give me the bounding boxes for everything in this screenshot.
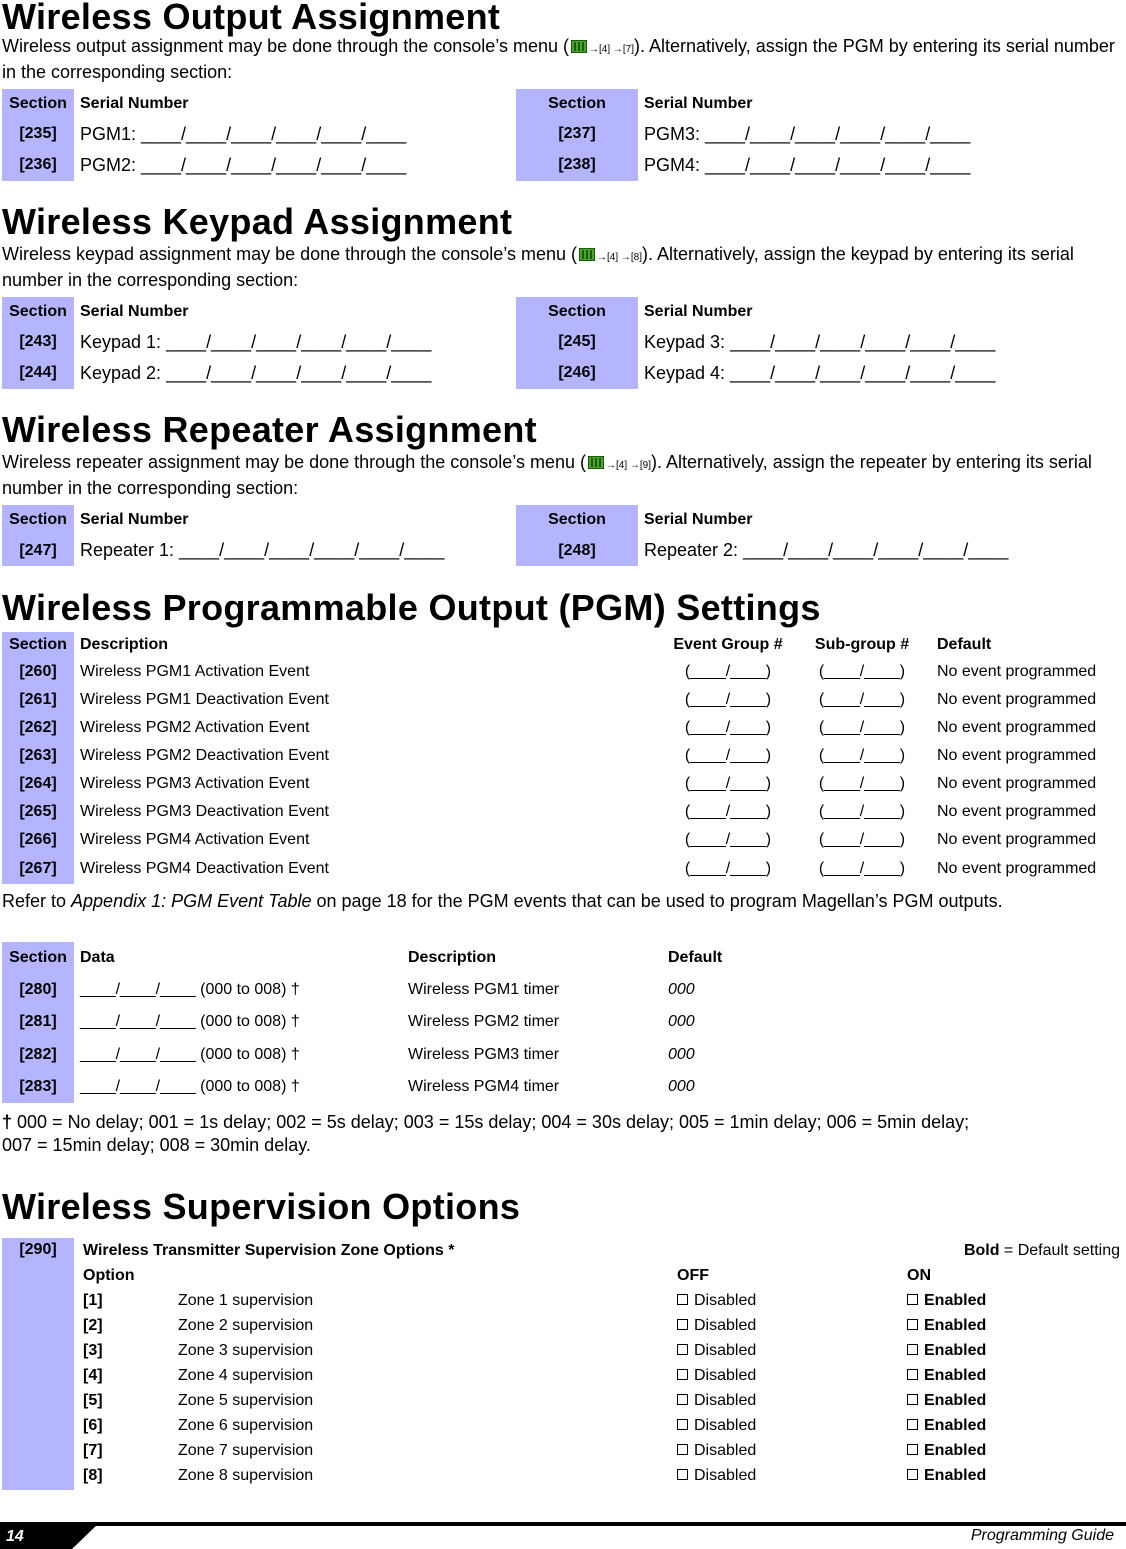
supervision-section xyxy=(2,1238,74,1490)
section-number: [244] xyxy=(2,357,74,389)
option-label: Zone 3 supervision xyxy=(178,1342,314,1359)
serial-field: Keypad 1: ____/____/____/____/____/____ xyxy=(80,331,432,352)
on-option[interactable] xyxy=(907,1417,986,1435)
off-value: Disabled xyxy=(694,1417,757,1434)
sub-group-field: (____/____) xyxy=(818,831,906,848)
checkbox-icon[interactable] xyxy=(907,1394,918,1405)
description-header: Description xyxy=(80,636,169,653)
pgm-description: Wireless PGM3 Deactivation Event xyxy=(80,803,329,820)
option-key: [6] xyxy=(83,1417,103,1434)
refer-text: Refer to xyxy=(2,891,72,911)
section-number: [281] xyxy=(2,1006,74,1038)
off-option[interactable] xyxy=(677,1467,756,1485)
section-number: [243] xyxy=(2,327,74,357)
off-option[interactable] xyxy=(677,1392,756,1410)
pgm-description: Wireless PGM4 Deactivation Event xyxy=(80,860,329,877)
sub-group-field: (____/____) xyxy=(818,775,906,792)
intro-text: Wireless keypad assignment may be done through the console’s menu ( xyxy=(2,244,577,264)
on-value: Enabled xyxy=(924,1292,987,1309)
default-header: Default xyxy=(668,949,723,966)
supervision-heading: Wireless Transmitter Supervision Zone Options * xyxy=(83,1242,455,1259)
checkbox-icon[interactable] xyxy=(677,1444,688,1455)
section-number: [262] xyxy=(2,714,74,742)
off-value: Disabled xyxy=(694,1342,757,1359)
off-value: Disabled xyxy=(694,1442,757,1459)
option-label: Zone 1 supervision xyxy=(178,1292,314,1309)
option-key: [2] xyxy=(83,1317,103,1334)
menu-keys: →[4] →[7] xyxy=(588,44,634,55)
keypad-table xyxy=(2,297,995,389)
footer-rule xyxy=(0,1522,1126,1526)
option-header: Option xyxy=(83,1267,135,1284)
pgm-default: No event programmed xyxy=(937,860,1097,877)
repeater-table xyxy=(2,505,1008,566)
timer-table xyxy=(2,942,968,1103)
serial-field: Keypad 4: ____/____/____/____/____/____ xyxy=(644,362,996,383)
section-number: [267] xyxy=(2,854,74,884)
option-label: Zone 7 supervision xyxy=(178,1442,314,1459)
guide-title: Programming Guide xyxy=(970,1527,1114,1544)
section-header: Section xyxy=(2,297,74,327)
option-key: [8] xyxy=(83,1467,103,1484)
option-label: Zone 8 supervision xyxy=(178,1467,314,1484)
serial-field: Repeater 2: ____/____/____/____/____/____ xyxy=(644,540,1009,560)
checkbox-icon[interactable] xyxy=(907,1319,918,1330)
off-header: OFF xyxy=(677,1267,709,1284)
menu-keys: →[4] →[9] xyxy=(605,460,651,471)
appendix-link[interactable]: Appendix 1: PGM Event Table xyxy=(71,891,312,911)
pgm-description: Wireless PGM4 Activation Event xyxy=(80,831,310,848)
section-number: [238] xyxy=(516,149,638,181)
pgm-default: No event programmed xyxy=(937,719,1097,736)
option-key: [3] xyxy=(83,1342,103,1359)
on-option[interactable] xyxy=(907,1317,986,1335)
sub-group-field: (____/____) xyxy=(818,691,906,708)
option-label: Zone 4 supervision xyxy=(178,1367,314,1384)
output-table xyxy=(2,89,970,181)
section-number: [237] xyxy=(516,119,638,149)
off-option[interactable] xyxy=(677,1317,756,1335)
timer-description: Wireless PGM3 timer xyxy=(408,1045,560,1063)
event-group-field: (____/____) xyxy=(684,831,772,848)
pgm-refer-note xyxy=(2,890,1122,913)
section-number: [236] xyxy=(2,149,74,181)
timer-default: 000 xyxy=(668,1045,695,1063)
off-value: Disabled xyxy=(694,1317,757,1334)
sub-group-header: Sub-group # xyxy=(814,636,910,653)
section-number: [245] xyxy=(516,327,638,357)
pgm-description: Wireless PGM3 Activation Event xyxy=(80,775,310,792)
section-number: [260] xyxy=(2,658,74,686)
checkbox-icon[interactable] xyxy=(677,1469,688,1480)
checkbox-icon[interactable] xyxy=(677,1319,688,1330)
serial-header: Serial Number xyxy=(80,511,189,528)
off-option[interactable] xyxy=(677,1442,756,1460)
checkbox-icon[interactable] xyxy=(677,1369,688,1380)
sub-group-field: (____/____) xyxy=(818,747,906,764)
on-option[interactable] xyxy=(907,1467,986,1485)
option-key: [5] xyxy=(83,1392,103,1409)
menu-icon xyxy=(579,244,595,267)
checkbox-icon[interactable] xyxy=(677,1294,688,1305)
off-option[interactable] xyxy=(677,1417,756,1435)
off-value: Disabled xyxy=(694,1367,757,1384)
legend-bold: Bold xyxy=(963,1242,1000,1259)
timer-field: ____/____/____ (000 to 008) † xyxy=(80,981,300,998)
intro-text: ). Alternatively, assign the repeater by entering its serial number in the corresponding section: xyxy=(2,452,1092,498)
option-key: [1] xyxy=(83,1292,103,1309)
description-header: Description xyxy=(408,949,497,966)
note-text: 000 = No delay; 001 = 1s delay; 002 = 5s delay; 003 = 15s delay; 004 = 30s delay; 005 = 1min delay; 006 = 5min delay; xyxy=(12,1112,970,1132)
section-number: [290] xyxy=(19,1241,57,1258)
menu-icon xyxy=(588,452,604,475)
serial-field: Keypad 3: ____/____/____/____/____/____ xyxy=(644,331,996,352)
checkbox-icon[interactable] xyxy=(907,1294,918,1305)
timer-field: ____/____/____ (000 to 008) † xyxy=(80,1013,300,1030)
checkbox-icon[interactable] xyxy=(677,1394,688,1405)
timer-default: 000 xyxy=(668,1078,695,1095)
off-option[interactable] xyxy=(677,1342,756,1360)
off-value: Disabled xyxy=(694,1292,757,1309)
timer-field: ____/____/____ (000 to 008) † xyxy=(80,1078,300,1095)
serial-field: Keypad 2: ____/____/____/____/____/____ xyxy=(80,362,432,383)
note-text: 007 = 15min delay; 008 = 30min delay. xyxy=(2,1135,311,1155)
on-value: Enabled xyxy=(924,1392,987,1409)
section-number: [266] xyxy=(2,826,74,854)
serial-header: Serial Number xyxy=(644,303,753,320)
intro-text: Wireless repeater assignment may be done through the console’s menu ( xyxy=(2,452,586,472)
menu-icon xyxy=(571,36,587,59)
section-number: [246] xyxy=(516,357,638,389)
section-header: Section xyxy=(2,505,74,535)
event-group-field: (____/____) xyxy=(684,663,772,680)
pgm-title: Wireless Programmable Output (PGM) Settings xyxy=(2,587,821,628)
event-group-header: Event Group # xyxy=(673,636,783,653)
on-value: Enabled xyxy=(924,1367,987,1384)
on-value: Enabled xyxy=(924,1417,987,1434)
keypad-title: Wireless Keypad Assignment xyxy=(2,201,513,242)
off-option[interactable] xyxy=(677,1292,756,1310)
serial-header: Serial Number xyxy=(80,95,189,112)
section-number: [263] xyxy=(2,742,74,770)
on-option[interactable] xyxy=(907,1442,986,1460)
sub-group-field: (____/____) xyxy=(818,663,906,680)
serial-header: Serial Number xyxy=(80,303,189,320)
on-option[interactable] xyxy=(907,1392,986,1410)
off-option[interactable] xyxy=(677,1367,756,1385)
timer-description: Wireless PGM4 timer xyxy=(408,1078,560,1095)
repeater-intro xyxy=(2,451,1122,500)
on-option[interactable] xyxy=(907,1292,986,1310)
pgm-description: Wireless PGM1 Deactivation Event xyxy=(80,691,329,708)
timer-default: 000 xyxy=(668,1013,695,1030)
serial-field: Repeater 1: ____/____/____/____/____/____ xyxy=(80,540,445,560)
on-value: Enabled xyxy=(924,1442,987,1459)
checkbox-icon[interactable] xyxy=(907,1344,918,1355)
on-value: Enabled xyxy=(924,1467,987,1484)
off-value: Disabled xyxy=(694,1392,757,1409)
timer-note xyxy=(2,1111,1122,1157)
sub-group-field: (____/____) xyxy=(818,719,906,736)
timer-description: Wireless PGM1 timer xyxy=(408,981,560,998)
serial-field: PGM2: ____/____/____/____/____/____ xyxy=(80,154,407,175)
section-header: Section xyxy=(516,297,638,327)
sub-group-field: (____/____) xyxy=(818,860,906,877)
pgm-description: Wireless PGM2 Activation Event xyxy=(80,719,310,736)
checkbox-icon[interactable] xyxy=(907,1369,918,1380)
menu-keys: →[4] →[8] xyxy=(596,252,642,263)
checkbox-icon[interactable] xyxy=(677,1419,688,1430)
output-intro xyxy=(2,35,1122,84)
on-option[interactable] xyxy=(907,1342,986,1360)
on-value: Enabled xyxy=(924,1342,987,1359)
checkbox-icon[interactable] xyxy=(907,1444,918,1455)
supervision-title: Wireless Supervision Options xyxy=(2,1186,521,1227)
intro-text: ). Alternatively, assign the keypad by entering its serial number in the corresponding section: xyxy=(2,244,1074,290)
pgm-default: No event programmed xyxy=(937,663,1097,680)
option-label: Zone 6 supervision xyxy=(178,1417,314,1434)
on-option[interactable] xyxy=(907,1367,986,1385)
serial-field: PGM1: ____/____/____/____/____/____ xyxy=(80,123,407,144)
event-group-field: (____/____) xyxy=(684,860,772,877)
section-number: [282] xyxy=(2,1038,74,1071)
sub-group-field: (____/____) xyxy=(818,803,906,820)
checkbox-icon[interactable] xyxy=(907,1469,918,1480)
section-number: [248] xyxy=(516,535,638,566)
event-group-field: (____/____) xyxy=(684,747,772,764)
pgm-description: Wireless PGM1 Activation Event xyxy=(80,663,310,680)
pgm-default: No event programmed xyxy=(937,691,1097,708)
dagger-mark: † xyxy=(2,1112,13,1132)
default-header: Default xyxy=(937,636,992,653)
data-header: Data xyxy=(80,949,115,966)
section-number: [264] xyxy=(2,770,74,798)
section-header: Section xyxy=(516,505,638,535)
checkbox-icon[interactable] xyxy=(677,1344,688,1355)
timer-description: Wireless PGM2 timer xyxy=(408,1013,560,1030)
section-header: Section xyxy=(2,632,74,658)
pgm-description: Wireless PGM2 Deactivation Event xyxy=(80,747,329,764)
timer-default: 000 xyxy=(668,981,695,998)
intro-text: ). Alternatively, assign the PGM by entering its serial number in the corresponding section: xyxy=(2,36,1115,82)
serial-field: PGM3: ____/____/____/____/____/____ xyxy=(644,123,971,144)
repeater-title: Wireless Repeater Assignment xyxy=(2,409,537,450)
refer-text: on page 18 for the PGM events that can be used to program Magellan’s PGM outputs. xyxy=(311,891,1003,911)
serial-header: Serial Number xyxy=(644,511,753,528)
event-group-field: (____/____) xyxy=(684,691,772,708)
keypad-intro xyxy=(2,243,1122,292)
option-label: Zone 2 supervision xyxy=(178,1317,314,1334)
section-number: [283] xyxy=(2,1071,74,1103)
option-key: [4] xyxy=(83,1367,103,1384)
event-group-field: (____/____) xyxy=(684,719,772,736)
intro-text: Wireless output assignment may be done through the console’s menu ( xyxy=(2,36,569,56)
pgm-default: No event programmed xyxy=(937,775,1097,792)
output-title: Wireless Output Assignment xyxy=(2,0,501,37)
serial-header: Serial Number xyxy=(644,95,753,112)
timer-field: ____/____/____ (000 to 008) † xyxy=(80,1045,300,1063)
pgm-default: No event programmed xyxy=(937,803,1097,820)
pgm-table xyxy=(2,632,1096,884)
section-header: Section xyxy=(2,89,74,119)
section-number: [235] xyxy=(2,119,74,149)
section-number: [265] xyxy=(2,798,74,826)
pgm-default: No event programmed xyxy=(937,831,1097,848)
event-group-field: (____/____) xyxy=(684,803,772,820)
legend-text: = Default setting xyxy=(999,1242,1120,1259)
section-number: [261] xyxy=(2,686,74,714)
page-number: 14 xyxy=(6,1528,24,1545)
section-header: Section xyxy=(516,89,638,119)
section-number: [280] xyxy=(2,974,74,1006)
event-group-field: (____/____) xyxy=(684,775,772,792)
off-value: Disabled xyxy=(694,1467,757,1484)
on-value: Enabled xyxy=(924,1317,987,1334)
checkbox-icon[interactable] xyxy=(907,1419,918,1430)
serial-field: PGM4: ____/____/____/____/____/____ xyxy=(644,154,971,175)
default-legend xyxy=(964,1242,1120,1260)
pgm-default: No event programmed xyxy=(937,747,1097,764)
option-label: Zone 5 supervision xyxy=(178,1392,314,1409)
option-key: [7] xyxy=(83,1442,103,1459)
section-header: Section xyxy=(2,942,74,974)
section-number: [247] xyxy=(2,535,74,566)
on-header: ON xyxy=(907,1267,931,1284)
